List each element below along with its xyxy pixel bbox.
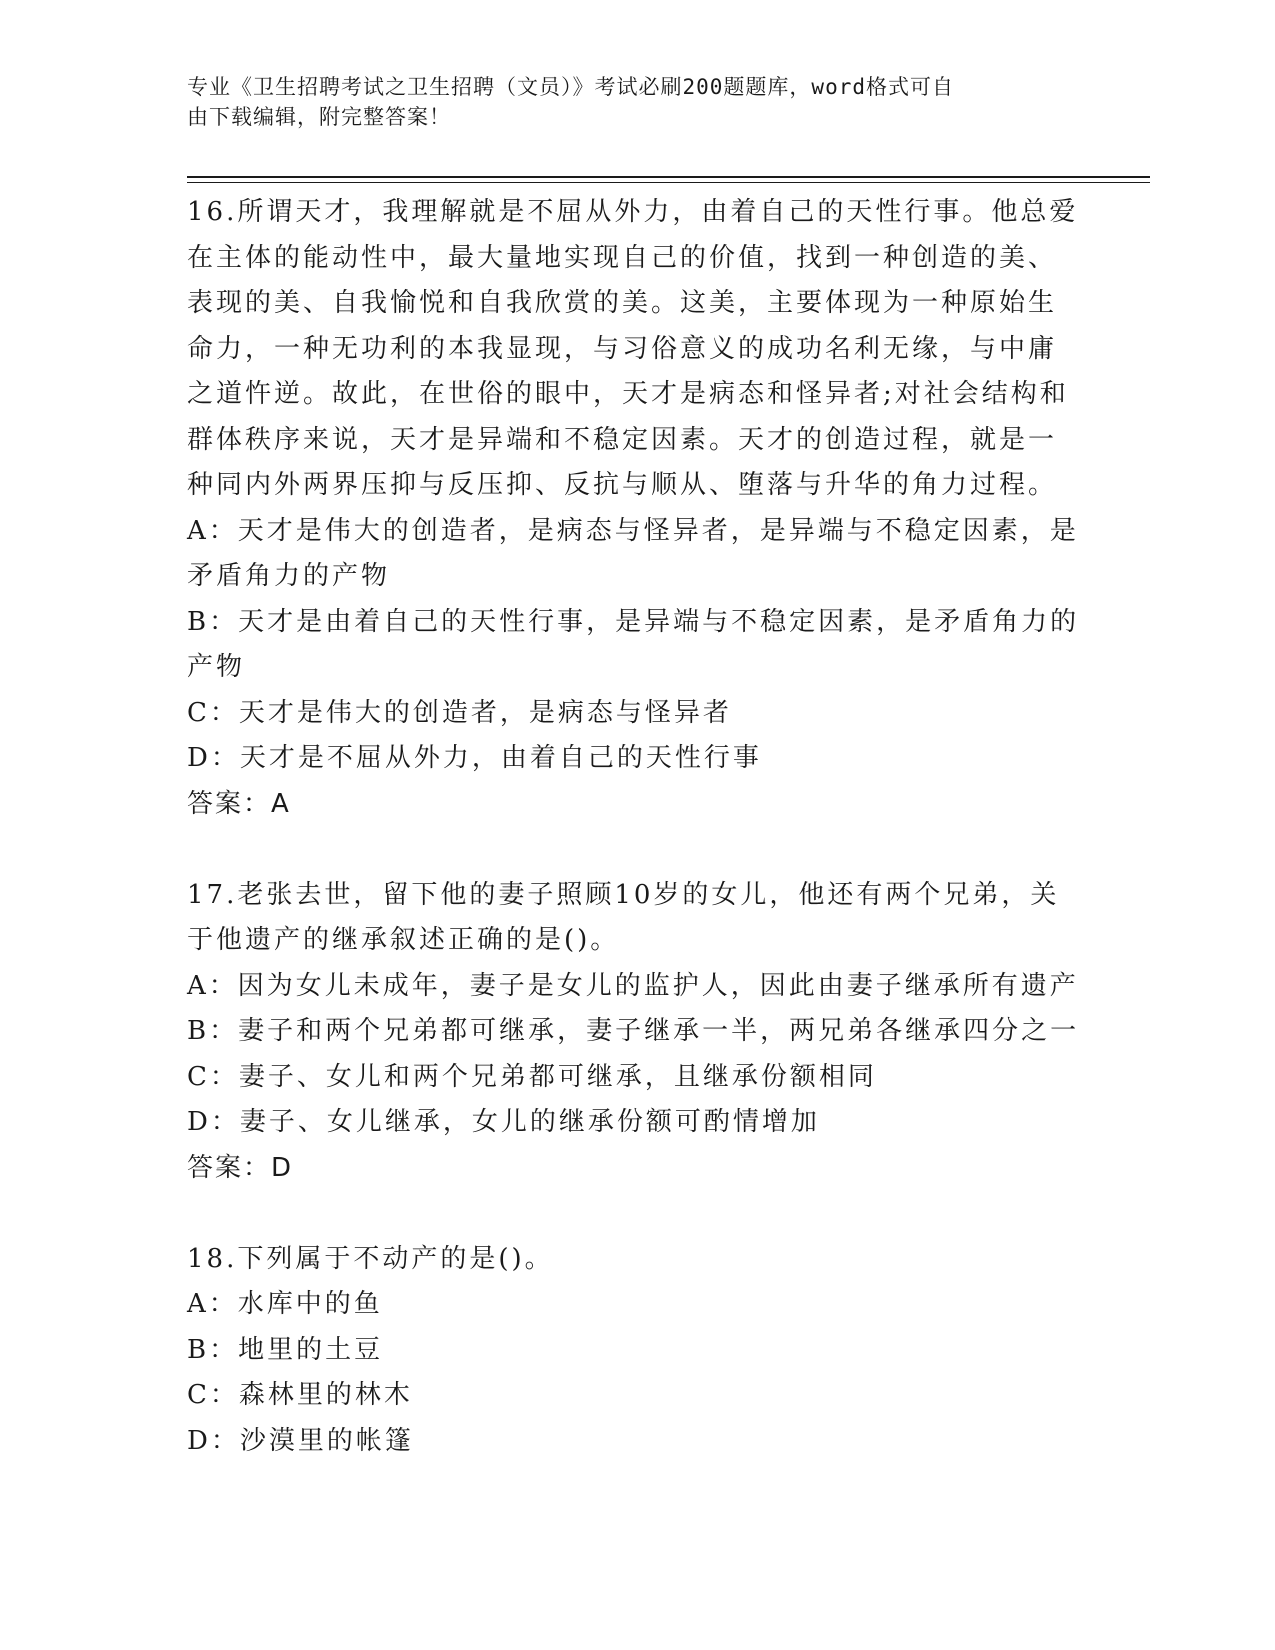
question-text-line: 种同内外两界压抑与反压抑、反抗与顺从、堕落与升华的角力过程。 <box>187 470 1058 500</box>
option-b-continued: 产物 <box>187 652 246 682</box>
question-text-line: 在主体的能动性中，最大量地实现自己的价值，找到一种创造的美、 <box>187 242 1058 273</box>
answer-line: 答案：A <box>187 788 291 819</box>
question-text-line: 17.老张去世，留下他的妻子照顾10岁的女儿，他还有两个兄弟，关 <box>187 879 1060 910</box>
option-c: C：妻子、女儿和两个兄弟都可继承，且继承份额相同 <box>187 1061 877 1092</box>
question-text-line: 表现的美、自我愉悦和自我欣赏的美。这美，主要体现为一种原始生 <box>187 288 1058 318</box>
answer-line: 答案：D <box>187 1152 294 1183</box>
option-c: C：天才是伟大的创造者，是病态与怪异者 <box>187 697 732 728</box>
document-header <box>187 72 1067 132</box>
option-b: B：地里的土豆 <box>187 1334 384 1365</box>
question-spacer <box>187 827 1077 873</box>
question-17 <box>187 873 1080 1192</box>
question-spacer <box>187 1191 1077 1237</box>
question-text-line: 群体秩序来说，天才是异端和不稳定因素。天才的创造过程，就是一 <box>187 424 1058 455</box>
option-d: D：妻子、女儿继承，女儿的继承份额可酌情增加 <box>187 1107 820 1137</box>
question-16 <box>187 190 1080 827</box>
option-a: A：因为女儿未成年，妻子是女儿的监护人，因此由妻子继承所有遗产 <box>187 970 1079 1001</box>
question-text-line: 之道忤逆。故此，在世俗的眼中，天才是病态和怪异者;对社会结构和 <box>187 379 1069 409</box>
header-divider-thin <box>187 182 1150 183</box>
option-a: A：天才是伟大的创造者，是病态与怪异者，是异端与不稳定因素，是 <box>187 515 1079 546</box>
header-title-line: 专业《卫生招聘考试之卫生招聘（文员）》考试必刷200题题库，word格式可自 <box>187 75 954 99</box>
header-divider <box>187 176 1150 178</box>
question-18 <box>187 1237 1077 1465</box>
option-a-continued: 矛盾角力的产物 <box>187 561 391 591</box>
question-list <box>187 190 1080 1464</box>
option-d: D：沙漠里的帐篷 <box>187 1425 414 1456</box>
question-text-line: 命力，一种无功利的本我显现，与习俗意义的成功名利无缘，与中庸 <box>187 333 1058 364</box>
option-c: C：森林里的林木 <box>187 1380 413 1410</box>
option-d: D：天才是不屈从外力，由着自己的天性行事 <box>187 743 762 773</box>
option-b: B：天才是由着自己的天性行事，是异端与不稳定因素，是矛盾角力的 <box>187 606 1080 637</box>
question-text-line: 16.所谓天才，我理解就是不屈从外力，由着自己的天性行事。他总爱 <box>187 197 1079 227</box>
option-b: B：妻子和两个兄弟都可继承，妻子继承一半，两兄弟各继承四分之一 <box>187 1016 1080 1046</box>
question-text-line: 18.下列属于不动产的是()。 <box>187 1243 554 1274</box>
question-text-line: 于他遗产的继承叙述正确的是()。 <box>187 925 620 955</box>
option-a: A：水库中的鱼 <box>187 1289 383 1319</box>
header-title-line: 由下载编辑，附完整答案！ <box>187 105 451 129</box>
